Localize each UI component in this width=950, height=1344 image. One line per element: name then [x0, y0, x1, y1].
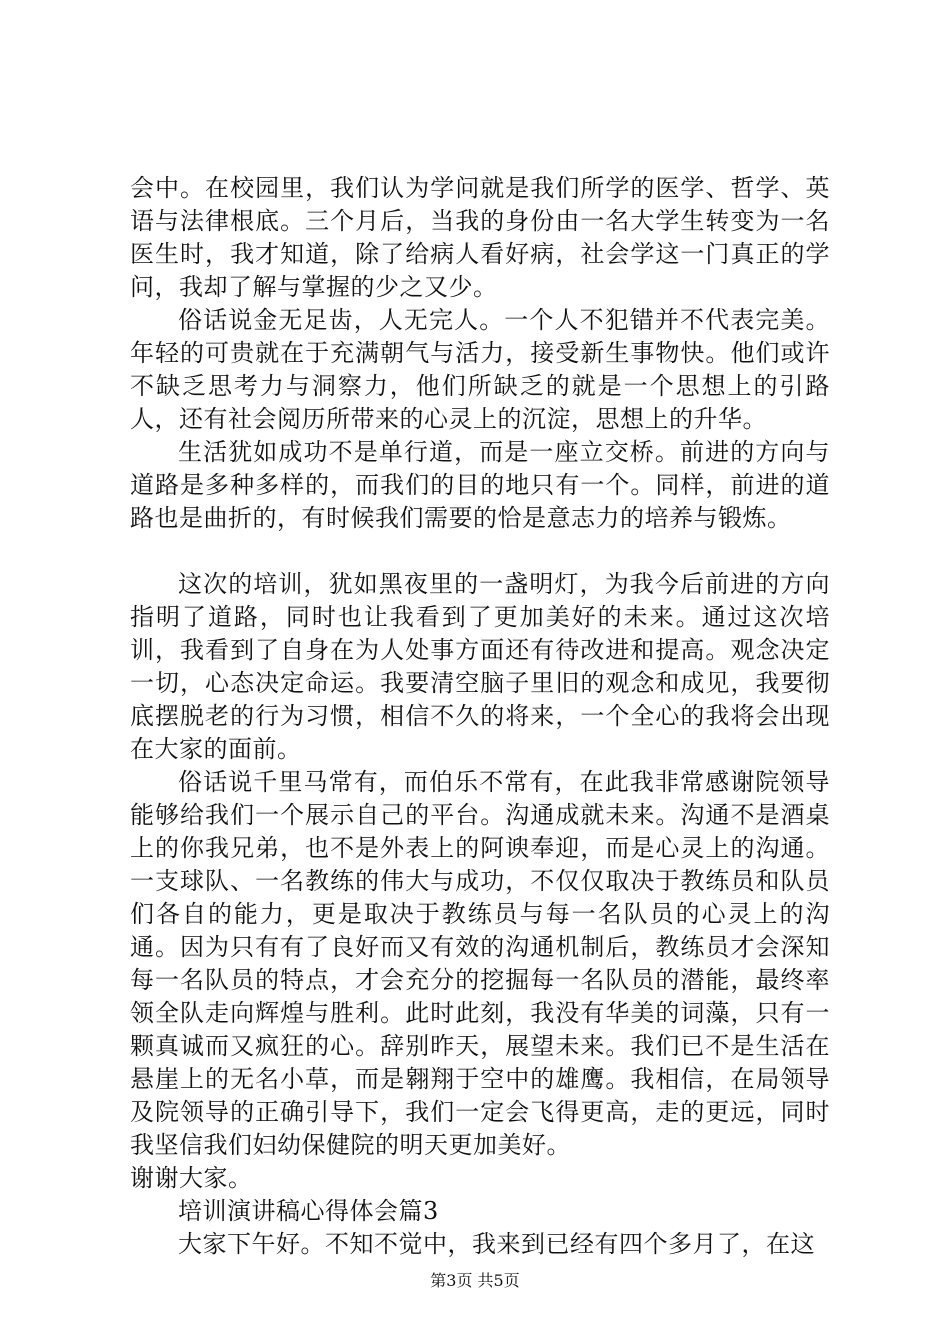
paragraph-communication: 俗话说千里马常有，而伯乐不常有，在此我非常感谢院领导能够给我们一个展示自己的平台。沟通成就未来。沟通不是酒桌上的你我兄弟，也不是外表上的阿谀奉迎，而是心灵上的沟通。一支球队、一名教练的伟大与成功，不仅仅取决于教练员和队员们各自的能力，更是取决于教练员与每一名队员的心灵上的沟通。因为只有有了良好而又有效的沟通机制后，教练员才会深知每一名队员的特点，才会充分的挖掘每一名队员的潜能，最终率领全队走向辉煌与胜利。此时此刻，我没有华美的词藻，只有一颗真诚而又疯狂的心。辞别昨天，展望未来。我们已不是生活在悬崖上的无名小草，而是翱翔于空中的雄鹰。我相信，在局领导及院领导的正确引导下，我们一定会飞得更高，走的更远，同时我坚信我们妇幼保健院的明天更加美好。: [130, 768, 830, 1159]
page-footer: 第3页 共5页: [430, 1271, 520, 1290]
section-heading: 培训演讲稿心得体会篇3: [178, 1197, 439, 1225]
paragraph-greeting: 大家下午好。不知不觉中，我来到已经有四个多月了，在这: [178, 1230, 815, 1258]
paragraph-thanks: 谢谢大家。: [130, 1164, 253, 1192]
paragraph-perfection: 俗话说金无足齿，人无完人。一个人不犯错并不代表完美。年轻的可贵就在于充满朝气与活力，接受新生事物快。他们或许不缺乏思考力与洞察力，他们所缺乏的就是一个思想上的引路人，还有社会阅历所带来的心灵上的沉淀，思想上的升华。: [130, 306, 830, 433]
document-body: [130, 172, 830, 1261]
paragraph-training: 这次的培训，犹如黑夜里的一盏明灯，为我今后前进的方向指明了道路，同时也让我看到了更加美好的未来。通过这次培训，我看到了自身在为人处事方面还有待改进和提高。观念决定一切，心态决定命运。我要清空脑子里旧的观念和成见，我要彻底摆脱老的行为习惯，相信不久的将来，一个全心的我将会出现在大家的面前。: [130, 570, 830, 763]
paragraph-life-road: 生活犹如成功不是单行道，而是一座立交桥。前进的方向与道路是多种多样的，而我们的目的地只有一个。同样，前进的道路也是曲折的，有时候我们需要的恰是意志力的培养与锻炼。: [130, 438, 830, 532]
paragraph-continuation: 会中。在校园里，我们认为学问就是我们所学的医学、哲学、英语与法律根底。三个月后，当我的身份由一名大学生转变为一名医生时，我才知道，除了给病人看好病，社会学这一门真正的学问，我却了解与掌握的少之又少。: [130, 174, 830, 301]
